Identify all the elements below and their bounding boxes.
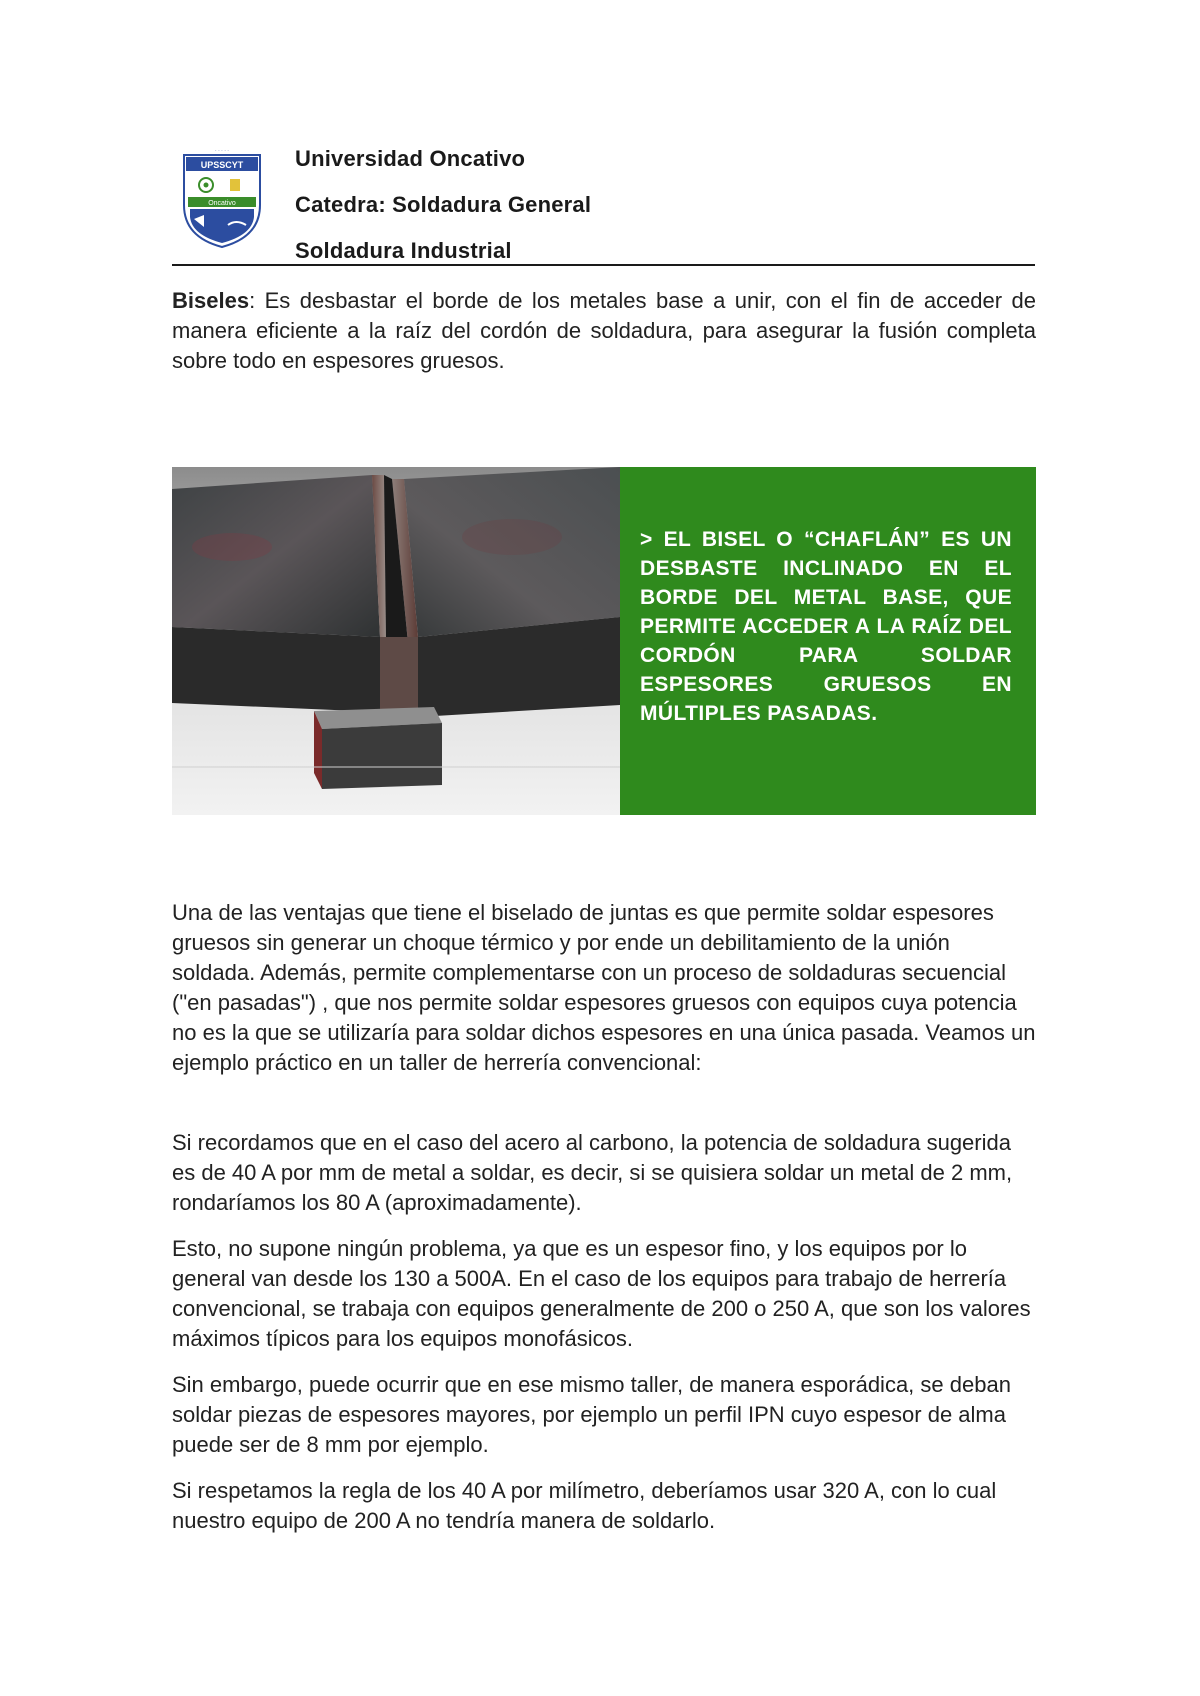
body-paragraph-5: Si respetamos la regla de los 40 A por milímetro, deberíamos usar 320 A, con lo cual nuestro equipo de 200 A no tendría manera de soldarlo. bbox=[172, 1478, 997, 1533]
course-name: Catedra: Soldadura General bbox=[295, 192, 592, 217]
svg-text:Oncativo: Oncativo bbox=[208, 200, 236, 207]
intro-paragraph bbox=[172, 286, 1036, 376]
intro-text: : Es desbastar el borde de los metales base a unir, con el fin de acceder de manera eficiente a la raíz del cordón de soldadura, para asegurar la fusión completa sobre todo en espesores gruesos. bbox=[172, 288, 1036, 373]
svg-text:· · · · ·: · · · · · bbox=[215, 148, 229, 154]
body-paragraph-2: Si recordamos que en el caso del acero al carbono, la potencia de soldadura sugerida es de 40 A por mm de metal a soldar, es decir, si se quisiera soldar un metal de 2 mm, rondaríamos los 80 A (aproximadamente). bbox=[172, 1130, 1013, 1215]
svg-text:UPSSCYT: UPSSCYT bbox=[200, 160, 244, 170]
intro-term: Biseles bbox=[172, 288, 250, 313]
university-name: Universidad Oncativo bbox=[295, 146, 526, 171]
university-logo bbox=[180, 145, 264, 249]
body-paragraph-4: Sin embargo, puede ocurrir que en ese mismo taller, de manera esporádica, se deban soldar piezas de espesores mayores, por ejemplo un perfil IPN cuyo espesor de alma puede ser de 8 mm por ejemplo. bbox=[172, 1372, 1011, 1457]
bevel-figure bbox=[172, 467, 1036, 815]
bevel-definition-banner bbox=[620, 467, 1036, 815]
header-divider bbox=[172, 264, 1035, 266]
document-title: Soldadura Industrial bbox=[295, 238, 512, 263]
bevel-photo bbox=[172, 467, 620, 815]
body-paragraph-3: Esto, no supone ningún problema, ya que es un espesor fino, y los equipos por lo general van desde los 130 a 500A. En el caso de los equipos para trabajo de herrería convencional, se trabaja con equipos generalmente de 200 o 250 A, que son los valores máximos típicos para los equipos monofásicos. bbox=[172, 1236, 1031, 1351]
banner-text: > EL BISEL O “CHAFLÁN” ES UN DESBASTE INCLINADO EN EL BORDE DEL METAL BASE, QUE PERMITE ACCEDER A LA RAÍZ DEL CORDÓN PARA SOLDAR ESPESORES GRUESOS EN MÚLTIPLES PASADAS. bbox=[640, 528, 1012, 725]
body-paragraph-1: Una de las ventajas que tiene el biselado de juntas es que permite soldar espesores gruesos sin generar un choque térmico y por ende un debilitamiento de la unión soldada. Además, permite complementarse con un proceso de soldaduras secuencial ("en pasadas") , que nos permite soldar espesores gruesos con equipos cuya potencia no es la que se utilizaría para soldar dichos espesores en una única pasada. Veamos un ejemplo práctico en un taller de herrería convencional: bbox=[172, 900, 1036, 1075]
